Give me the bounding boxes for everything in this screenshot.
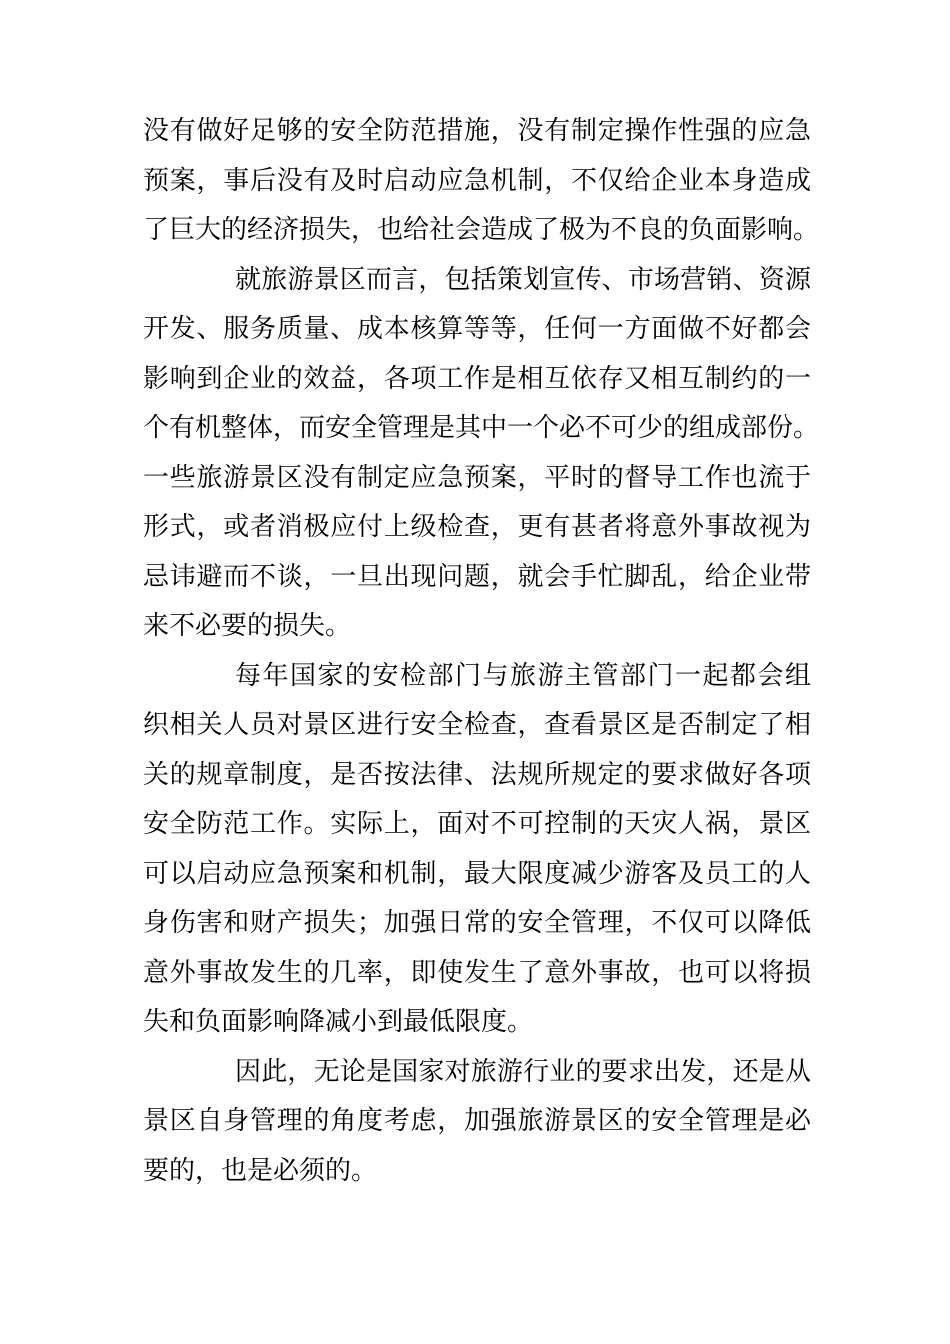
text-line: 开发、服务质量、成本核算等等，任何一方面做不好都会: [143, 314, 811, 344]
text-line: 来不必要的损失。: [143, 611, 352, 641]
text-line: 因此，无论是国家对旅游行业的要求出发，还是从: [235, 1056, 811, 1087]
text-line: 形式，或者消极应付上级检查，更有甚者将意外事故视为: [143, 512, 811, 542]
text-line: 景区自身管理的角度考虑，加强旅游景区的安全管理是必: [143, 1106, 811, 1136]
text-line: 每年国家的安检部门与旅游主管部门一起都会组: [235, 660, 811, 691]
text-line: 个有机整体，而安全管理是其中一个必不可少的组成部份。: [143, 413, 820, 443]
text-line: 预案，事后没有及时启动应急机制，不仅给企业本身造成: [143, 165, 811, 196]
paragraph-1: [143, 107, 820, 256]
text-line: 安全防范工作。实际上，面对不可控制的天灾人祸，景区: [143, 809, 811, 839]
paragraph-3: [143, 652, 811, 1048]
text-line: 要的，也是必须的。: [143, 1155, 378, 1186]
text-line: 就旅游景区而言，包括策划宣传、市场营销、资源: [235, 264, 811, 295]
text-line: 织相关人员对景区进行安全检查，查看景区是否制定了相: [143, 710, 811, 740]
paragraph-4: [143, 1048, 811, 1197]
text-line: 没有做好足够的安全防范措施，没有制定操作性强的应急: [143, 116, 811, 146]
text-line: 了巨大的经济损失，也给社会造成了极为不良的负面影响。: [143, 215, 820, 245]
text-line: 关的规章制度，是否按法律、法规所规定的要求做好各项: [143, 759, 811, 790]
text-line: 意外事故发生的几率，即使发生了意外事故，也可以将损: [143, 957, 811, 988]
text-line: 可以启动应急预案和机制，最大限度减少游客及员工的人: [143, 858, 811, 889]
paragraph-2: [143, 256, 820, 652]
document-body: [143, 107, 820, 1196]
text-line: 忌讳避而不谈，一旦出现问题，就会手忙脚乱，给企业带: [143, 561, 811, 592]
text-line: 失和负面影响降减小到最低限度。: [143, 1007, 534, 1037]
text-line: 一些旅游景区没有制定应急预案，平时的督导工作也流于: [143, 462, 811, 493]
text-line: 影响到企业的效益，各项工作是相互依存又相互制约的一: [143, 363, 811, 394]
text-line: 身伤害和财产损失；加强日常的安全管理，不仅可以降低: [143, 908, 811, 938]
